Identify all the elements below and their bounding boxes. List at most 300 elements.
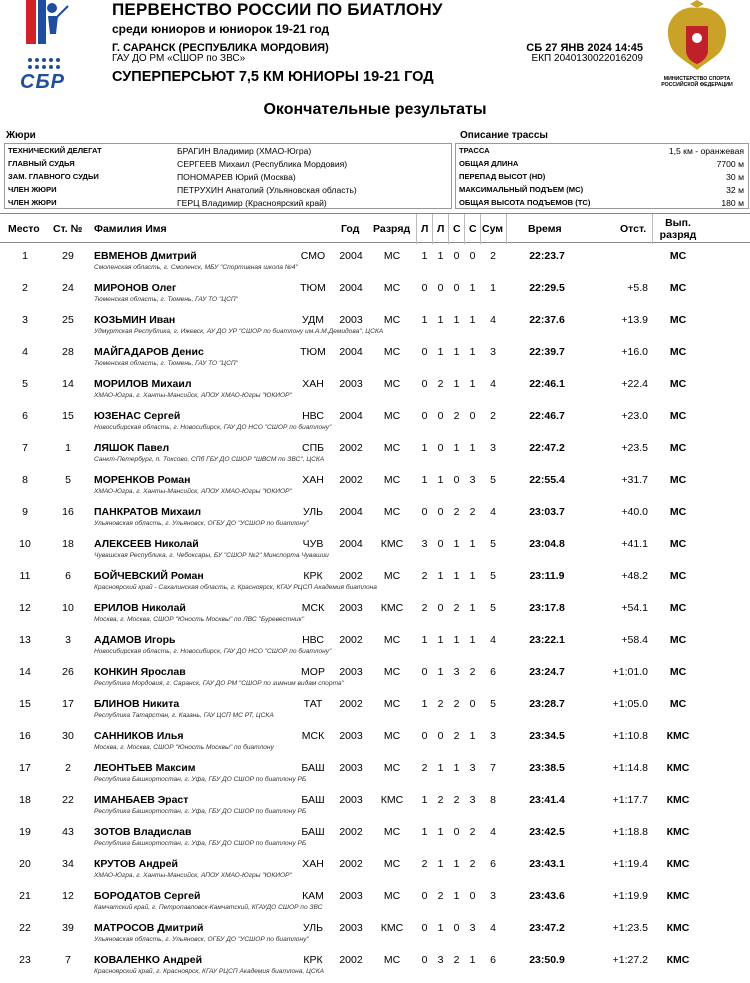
location-text: Г. САРАНСК (РЕСПУБЛИКА МОРДОВИЯ): [112, 42, 329, 54]
rank-cell: МС: [383, 570, 401, 582]
bib-cell: 34: [62, 858, 74, 870]
time-behind: +23.0: [621, 410, 648, 422]
achieved-rank: МС: [669, 698, 687, 710]
finish-time: 22:29.5: [529, 282, 565, 294]
bib-cell: 25: [62, 314, 74, 326]
finish-time: 23:34.5: [529, 730, 565, 742]
stage-4-penalties: 1: [469, 570, 476, 582]
table-row: [0, 307, 750, 339]
table-row: [0, 339, 750, 371]
time-behind: +1:01.0: [612, 666, 648, 678]
place-cell: 16: [19, 730, 31, 742]
achieved-rank: КМС: [666, 890, 690, 902]
stage-4-penalties: 1: [469, 634, 476, 646]
finish-time: 23:41.4: [529, 794, 565, 806]
rank-cell: МС: [383, 730, 401, 742]
stage-1-penalties: 0: [421, 506, 428, 518]
finish-time: 23:24.7: [529, 666, 565, 678]
athlete-team: ХМАО-Югра, г. Ханты-Мансийск, АПОУ ХМАО-Югры "ЮКИОР": [94, 488, 292, 495]
achieved-rank: КМС: [666, 762, 690, 774]
bib-cell: 30: [62, 730, 74, 742]
stage-3-penalties: 0: [453, 250, 460, 262]
bib-cell: 43: [62, 826, 74, 838]
rank-cell: МС: [383, 474, 401, 486]
time-behind: +1:19.9: [612, 890, 648, 902]
finish-time: 22:46.7: [529, 410, 565, 422]
bib-cell: 6: [65, 570, 71, 582]
region-code: КРК: [303, 954, 323, 966]
finish-time: 22:39.7: [529, 346, 565, 358]
stage-4-penalties: 1: [469, 282, 476, 294]
time-behind: +31.7: [621, 474, 648, 486]
athlete-team: Удмуртская Республика, г. Ижевск, АУ ДО УР "СШОР по биатлону им.А.М.Демидова", ЦСКА: [94, 328, 384, 335]
penalty-sum: 5: [490, 474, 496, 486]
place-cell: 8: [22, 474, 28, 486]
rank-cell: МС: [383, 346, 401, 358]
divider: [480, 214, 481, 244]
stage-3-penalties: 2: [453, 730, 460, 742]
penalty-sum: 5: [490, 570, 496, 582]
place-cell: 21: [19, 890, 31, 902]
athlete-team: Смоленская область, г. Смоленск, МБУ "Спортивная школа №4": [94, 264, 298, 271]
stage-4-penalties: 2: [469, 826, 476, 838]
stage-1-penalties: 0: [421, 922, 428, 934]
stage-4-penalties: 1: [469, 730, 476, 742]
course-panel: [455, 143, 749, 209]
results-table-header: [0, 213, 750, 243]
divider: [448, 214, 449, 244]
athlete-name: ЕРИЛОВ Николай: [94, 602, 186, 614]
course-label: ПЕРЕПАД ВЫСОТ (HD): [459, 172, 546, 181]
stage-1-penalties: 1: [421, 634, 428, 646]
table-row: [0, 243, 750, 275]
stage-4-penalties: 1: [469, 314, 476, 326]
region-code: БАШ: [301, 826, 325, 838]
penalty-sum: 1: [490, 282, 496, 294]
athlete-name: ЗОТОВ Владислав: [94, 826, 192, 838]
penalty-sum: 4: [490, 922, 496, 934]
stage-3-penalties: 1: [453, 346, 460, 358]
stage-4-penalties: 0: [469, 698, 476, 710]
birth-year: 2004: [339, 250, 363, 262]
stage-3-penalties: 1: [453, 634, 460, 646]
stage-3-penalties: 0: [453, 922, 460, 934]
athlete-team: Республика Мордовия, г. Саранск, ГАУ ДО РМ "СШОР по зимним видам спорта": [94, 680, 344, 687]
course-label: ТРАССА: [459, 146, 490, 155]
athlete-team: Новосибирская область, г. Новосибирск, ГАУ ДО НСО "СШОР по биатлону": [94, 424, 332, 431]
event-title: СУПЕРПЕРСЬЮТ 7,5 КМ ЮНИОРЫ 19-21 ГОД: [112, 69, 434, 85]
region-code: НВС: [302, 410, 324, 422]
stage-4-penalties: 0: [469, 250, 476, 262]
rank-cell: КМС: [380, 602, 404, 614]
stage-2-penalties: 3: [437, 954, 444, 966]
results-title: Окончательные результаты: [263, 101, 487, 118]
course-row: [456, 145, 748, 157]
stage-3-penalties: 1: [453, 858, 460, 870]
bib-cell: 15: [62, 410, 74, 422]
rank-cell: МС: [383, 954, 401, 966]
achieved-rank: МС: [669, 666, 687, 678]
stage-2-penalties: 1: [437, 250, 444, 262]
rank-cell: МС: [383, 314, 401, 326]
achieved-rank: КМС: [666, 922, 690, 934]
stage-2-penalties: 2: [437, 378, 444, 390]
region-code: ТЮМ: [300, 346, 326, 358]
region-code: ТАТ: [303, 698, 323, 710]
birth-year: 2003: [339, 378, 363, 390]
region-code: МОР: [301, 666, 325, 678]
course-value: 30 м: [726, 172, 744, 182]
athlete-team: Камчатский край, г. Петропавловск-Камчатский, КГАУДО СШОР по ЗВС: [94, 904, 323, 911]
stage-1-penalties: 0: [421, 954, 428, 966]
stage-2-penalties: 1: [437, 858, 444, 870]
achieved-rank: МС: [669, 250, 687, 262]
document-header: [0, 0, 750, 100]
birth-year: 2003: [339, 890, 363, 902]
achieved-rank: МС: [669, 410, 687, 422]
athlete-name: АЛЕКСЕЕВ Николай: [94, 538, 199, 550]
rank-cell: КМС: [380, 794, 404, 806]
divider: [416, 214, 417, 244]
athlete-name: МОРЕНКОВ Роман: [94, 474, 191, 486]
jury-name: СЕРГЕЕВ Михаил (Республика Мордовия): [177, 159, 348, 169]
stage-3-penalties: 0: [453, 282, 460, 294]
col-stage-1: Л: [421, 223, 429, 235]
finish-time: 23:50.9: [529, 954, 565, 966]
col-new-rank: Вып. разряд: [659, 217, 697, 241]
course-value: 1,5 км - оранжевая: [668, 146, 744, 156]
stage-4-penalties: 1: [469, 538, 476, 550]
region-code: МСК: [301, 602, 325, 614]
stage-3-penalties: 1: [453, 890, 460, 902]
stage-1-penalties: 0: [421, 666, 428, 678]
date-time-text: СБ 27 ЯНВ 2024 14:45: [526, 42, 643, 54]
penalty-sum: 3: [490, 730, 496, 742]
athlete-team: Новосибирская область, г. Новосибирск, ГАУ ДО НСО "СШОР по биатлону": [94, 648, 332, 655]
athlete-team: Ульяновская область, г. Ульяновск, ОГБУ ДО "УСШОР по биатлону": [94, 520, 309, 527]
achieved-rank: МС: [669, 282, 687, 294]
bib-cell: 10: [62, 602, 74, 614]
stage-4-penalties: 0: [469, 410, 476, 422]
stage-3-penalties: 2: [453, 410, 460, 422]
region-code: КРК: [303, 570, 323, 582]
region-code: УДМ: [301, 314, 325, 326]
penalty-sum: 4: [490, 506, 496, 518]
achieved-rank: МС: [669, 442, 687, 454]
table-row: [0, 371, 750, 403]
stage-4-penalties: 1: [469, 442, 476, 454]
athlete-name: ЛЕОНТЬЕВ Максим: [94, 762, 196, 774]
col-time: Время: [528, 223, 562, 235]
col-rank: Разряд: [373, 223, 411, 235]
athlete-name: ИМАНБАЕВ Эраст: [94, 794, 189, 806]
penalty-sum: 5: [490, 602, 496, 614]
venue-text: ГАУ ДО РМ «СШОР по ЗВС»: [112, 53, 246, 64]
col-name: Фамилия Имя: [94, 223, 167, 235]
birth-year: 2004: [339, 346, 363, 358]
athlete-team: Москва, г. Москва, СШОР "Юность Москвы" по ЛВС "Буревестник": [94, 616, 305, 623]
stage-1-penalties: 2: [421, 602, 428, 614]
achieved-rank: КМС: [666, 730, 690, 742]
rank-cell: МС: [383, 282, 401, 294]
jury-row: [5, 145, 451, 157]
birth-year: 2002: [339, 698, 363, 710]
finish-time: 22:47.2: [529, 442, 565, 454]
time-behind: +16.0: [621, 346, 648, 358]
place-cell: 15: [19, 698, 31, 710]
region-code: БАШ: [301, 794, 325, 806]
place-cell: 22: [19, 922, 31, 934]
stage-4-penalties: 3: [469, 794, 476, 806]
time-behind: +40.0: [621, 506, 648, 518]
table-row: [0, 403, 750, 435]
athlete-name: ЕВМЕНОВ Дмитрий: [94, 250, 197, 262]
rank-cell: МС: [383, 762, 401, 774]
athlete-name: БОРОДАТОВ Сергей: [94, 890, 201, 902]
finish-time: 23:11.9: [529, 570, 565, 582]
course-row: [456, 158, 748, 170]
jury-name: ГЕРЦ Владимир (Красноярский край): [177, 198, 327, 208]
athlete-name: МАЙГАДАРОВ Денис: [94, 346, 204, 358]
rank-cell: МС: [383, 506, 401, 518]
birth-year: 2002: [339, 442, 363, 454]
rank-cell: МС: [383, 666, 401, 678]
achieved-rank: МС: [669, 474, 687, 486]
course-value: 32 м: [726, 185, 744, 195]
achieved-rank: КМС: [666, 858, 690, 870]
table-row: [0, 627, 750, 659]
rank-cell: КМС: [380, 538, 404, 550]
category-subtitle: среди юниоров и юниорок 19-21 год: [112, 22, 330, 36]
athlete-team: Чувашская Республика, г. Чебоксары, БУ "СШОР №2" Минспорта Чувашии: [94, 552, 329, 559]
birth-year: 2002: [339, 826, 363, 838]
rank-cell: КМС: [380, 922, 404, 934]
stage-1-penalties: 1: [421, 314, 428, 326]
jury-name: ПЕТРУХИН Анатолий (Ульяновская область): [177, 185, 357, 195]
achieved-rank: МС: [669, 506, 687, 518]
athlete-team: Республика Башкортостан, г. Уфа, ГБУ ДО СШОР по биатлону РБ: [94, 808, 307, 815]
stage-1-penalties: 2: [421, 762, 428, 774]
penalty-sum: 7: [490, 762, 496, 774]
table-row: [0, 691, 750, 723]
penalty-sum: 5: [490, 698, 496, 710]
col-stage-2: Л: [437, 223, 445, 235]
stage-3-penalties: 1: [453, 378, 460, 390]
stage-4-penalties: 3: [469, 474, 476, 486]
table-row: [0, 915, 750, 947]
penalty-sum: 4: [490, 634, 496, 646]
bib-cell: 18: [62, 538, 74, 550]
penalty-sum: 6: [490, 858, 496, 870]
athlete-team: Красноярский край - Сахалинская область, г. Красноярск, КГАУ РЦСП Академия биатлона: [94, 584, 377, 591]
stage-3-penalties: 3: [453, 666, 460, 678]
course-row: [456, 171, 748, 183]
stage-1-penalties: 1: [421, 250, 428, 262]
col-sum: Сум: [482, 223, 504, 235]
achieved-rank: МС: [669, 634, 687, 646]
finish-time: 23:04.8: [529, 538, 565, 550]
time-behind: +1:19.4: [612, 858, 648, 870]
bib-cell: 2: [65, 762, 71, 774]
rank-cell: МС: [383, 378, 401, 390]
region-code: СМО: [300, 250, 326, 262]
achieved-rank: КМС: [666, 794, 690, 806]
col-bib: Ст. №: [53, 223, 83, 235]
time-behind: +22.4: [621, 378, 648, 390]
athlete-name: МИРОНОВ Олег: [94, 282, 177, 294]
course-value: 7700 м: [716, 159, 744, 169]
stage-2-penalties: 0: [437, 410, 444, 422]
birth-year: 2003: [339, 762, 363, 774]
rank-cell: МС: [383, 442, 401, 454]
birth-year: 2002: [339, 570, 363, 582]
athlete-name: МОРИЛОВ Михаил: [94, 378, 192, 390]
jury-row: [5, 158, 451, 170]
penalty-sum: 2: [490, 410, 496, 422]
region-code: ХАН: [302, 474, 324, 486]
time-behind: +13.9: [621, 314, 648, 326]
region-code: НВС: [302, 634, 324, 646]
time-behind: +58.4: [621, 634, 648, 646]
table-row: [0, 595, 750, 627]
stage-1-penalties: 0: [421, 730, 428, 742]
birth-year: 2004: [339, 282, 363, 294]
place-cell: 6: [22, 410, 28, 422]
finish-time: 23:28.7: [529, 698, 565, 710]
table-row: [0, 947, 750, 979]
table-row: [0, 563, 750, 595]
stage-2-penalties: 0: [437, 506, 444, 518]
col-behind: Отст.: [620, 223, 647, 235]
stage-1-penalties: 2: [421, 858, 428, 870]
place-cell: 23: [19, 954, 31, 966]
athlete-team: Санкт-Петербург, п. Токсово, СПб ГБУ ДО СШОР "ШВСМ по ЗВС", ЦСКА: [94, 456, 325, 463]
birth-year: 2002: [339, 634, 363, 646]
bib-cell: 3: [65, 634, 71, 646]
stage-3-penalties: 2: [453, 506, 460, 518]
stage-2-penalties: 1: [437, 922, 444, 934]
time-behind: +5.8: [627, 282, 648, 294]
bib-cell: 39: [62, 922, 74, 934]
stage-2-penalties: 1: [437, 474, 444, 486]
penalty-sum: 4: [490, 314, 496, 326]
stage-3-penalties: 1: [453, 570, 460, 582]
course-label: ОБЩАЯ ДЛИНА: [459, 159, 519, 168]
birth-year: 2003: [339, 314, 363, 326]
stage-2-penalties: 1: [437, 634, 444, 646]
stage-2-penalties: 0: [437, 442, 444, 454]
achieved-rank: МС: [669, 570, 687, 582]
penalty-sum: 4: [490, 378, 496, 390]
birth-year: 2003: [339, 602, 363, 614]
place-cell: 19: [19, 826, 31, 838]
athlete-team: Республика Башкортостан, г. Уфа, ГБУ ДО СШОР по биатлону РБ: [94, 776, 307, 783]
place-cell: 13: [19, 634, 31, 646]
penalty-sum: 3: [490, 890, 496, 902]
place-cell: 1: [22, 250, 28, 262]
finish-time: 23:17.8: [529, 602, 565, 614]
time-behind: +1:14.8: [612, 762, 648, 774]
stage-4-penalties: 0: [469, 890, 476, 902]
region-code: ТЮМ: [300, 282, 326, 294]
finish-time: 23:22.1: [529, 634, 565, 646]
rank-cell: МС: [383, 858, 401, 870]
stage-3-penalties: 1: [453, 762, 460, 774]
athlete-team: Республика Башкортостан, г. Уфа, ГБУ ДО СШОР по биатлону РБ: [94, 840, 307, 847]
ekp-number: ЕКП 2040130022016209: [531, 53, 643, 64]
stage-4-penalties: 2: [469, 666, 476, 678]
jury-name: ПОНОМАРЕВ Юрий (Москва): [177, 172, 296, 182]
athlete-name: БОЙЧЕВСКИЙ Роман: [94, 570, 204, 582]
finish-time: 23:43.6: [529, 890, 565, 902]
athlete-name: АДАМОВ Игорь: [94, 634, 176, 646]
rank-cell: МС: [383, 410, 401, 422]
athlete-name: САННИКОВ Илья: [94, 730, 184, 742]
course-value: 180 м: [721, 198, 744, 208]
penalty-sum: 6: [490, 666, 496, 678]
stage-2-penalties: 0: [437, 538, 444, 550]
bib-cell: 24: [62, 282, 74, 294]
table-row: [0, 659, 750, 691]
table-row: [0, 723, 750, 755]
time-behind: +1:23.5: [612, 922, 648, 934]
penalty-sum: 8: [490, 794, 496, 806]
penalty-sum: 3: [490, 442, 496, 454]
table-row: [0, 755, 750, 787]
birth-year: 2003: [339, 666, 363, 678]
place-cell: 18: [19, 794, 31, 806]
place-cell: 11: [19, 570, 31, 582]
bib-cell: 14: [62, 378, 74, 390]
stage-3-penalties: 2: [453, 602, 460, 614]
stage-3-penalties: 1: [453, 442, 460, 454]
region-code: ХАН: [302, 858, 324, 870]
penalty-sum: 3: [490, 346, 496, 358]
birth-year: 2002: [339, 954, 363, 966]
table-row: [0, 787, 750, 819]
finish-time: 23:47.2: [529, 922, 565, 934]
stage-1-penalties: 1: [421, 442, 428, 454]
stage-1-penalties: 2: [421, 570, 428, 582]
place-cell: 12: [19, 602, 31, 614]
bib-cell: 5: [65, 474, 71, 486]
bib-cell: 17: [62, 698, 74, 710]
athlete-name: БЛИНОВ Никита: [94, 698, 180, 710]
stage-3-penalties: 1: [453, 314, 460, 326]
birth-year: 2003: [339, 922, 363, 934]
stage-2-penalties: 1: [437, 570, 444, 582]
stage-1-penalties: 3: [421, 538, 428, 550]
jury-row: [5, 197, 451, 209]
athlete-name: КОНКИН Ярослав: [94, 666, 186, 678]
table-row: [0, 819, 750, 851]
birth-year: 2004: [339, 506, 363, 518]
birth-year: 2003: [339, 730, 363, 742]
divider: [652, 214, 653, 244]
stage-3-penalties: 2: [453, 794, 460, 806]
finish-time: 22:46.1: [529, 378, 565, 390]
jury-panel: [4, 143, 452, 209]
place-cell: 17: [19, 762, 31, 774]
table-row: [0, 467, 750, 499]
finish-time: 22:55.4: [529, 474, 565, 486]
stage-4-penalties: 3: [469, 762, 476, 774]
stage-2-penalties: 2: [437, 890, 444, 902]
stage-2-penalties: 0: [437, 602, 444, 614]
athlete-name: КОЗЬМИН Иван: [94, 314, 176, 326]
place-cell: 10: [19, 538, 31, 550]
place-cell: 5: [22, 378, 28, 390]
